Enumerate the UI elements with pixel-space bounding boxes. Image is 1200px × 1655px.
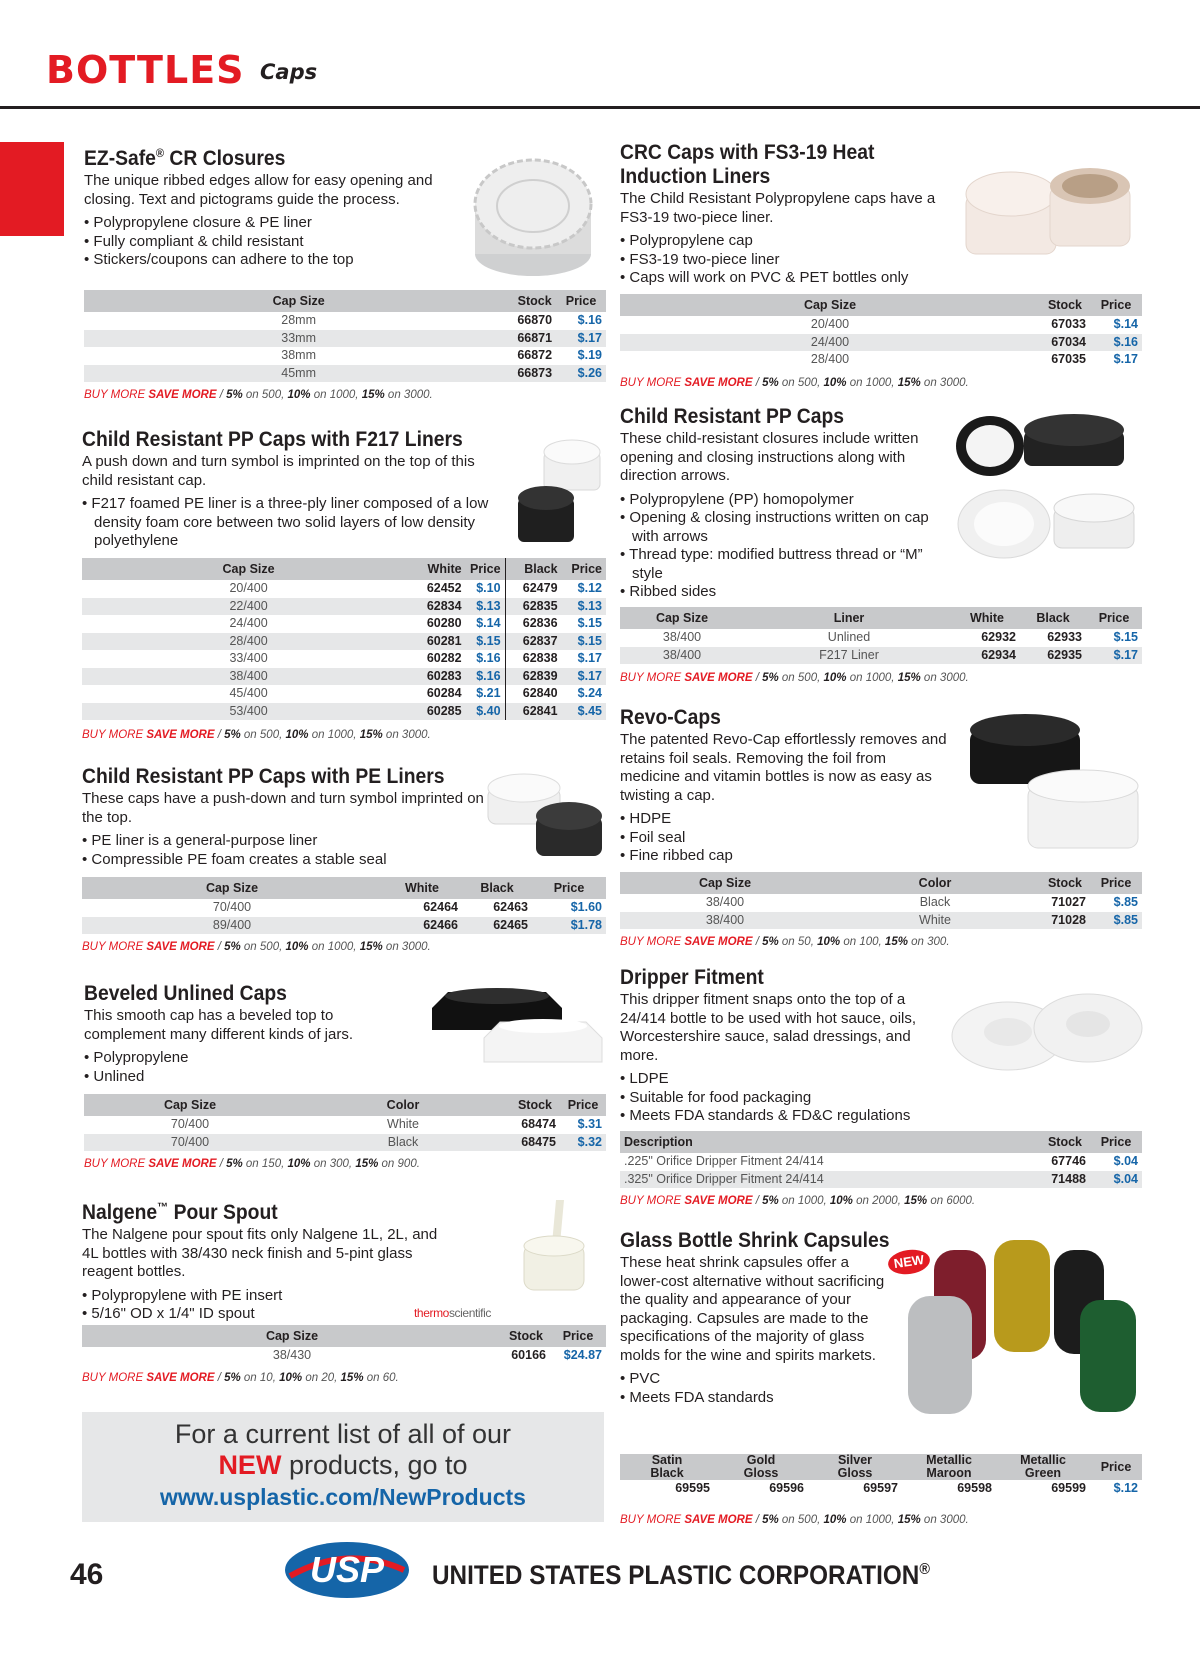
beveled-title: Beveled Unlined Caps [84,982,287,1005]
f217-table: Cap Size White Price Black Price 20/400 62452 $.10 62479 $.12 22/400 62834 $.13 62835 $.13 24/400 60280 $.14 62836 $.15 28/400 60281 $.15 62837 $.15 33/400 60282 $.16 62838 $.17 38/400 60283 $.16 62839 $.17 45/400 60284 $.21 62840 $.24 53/400 60285 $.40 62841 $.45 [82,558,606,720]
dripper-title: Dripper Fitment [620,966,764,989]
f217-description: A push down and turn symbol is imprinted on the top of this child resistant cap. [82,453,475,489]
bullet: • Foil seal [620,829,950,848]
ez-safe-cap-image [455,144,605,284]
pe-liners-description: These caps have a push-down and turn symbol imprinted on the top. [82,790,484,826]
new-products-promo [82,1412,604,1522]
table-row: 24/400 60280 $.14 62836 $.15 [82,615,606,633]
dripper-description: This dripper fitment snaps onto the top of a 24/414 bottle to be used with hot sauce, oils, Worcestershire sauce, salad dressings, and more. [620,991,917,1064]
beveled-section [84,982,404,1086]
buy-more-note: BUY MORE SAVE MORE / 5% on 500, 10% on 1000, 15% on 3000. [82,941,431,953]
beveled-caps-image [426,984,606,1080]
bullet: • Meets FDA standards & FD&C regulations [620,1107,940,1126]
bullet: • Suitable for food packaging [620,1089,940,1108]
table-row: 45/400 60284 $.21 62840 $.24 [82,685,606,703]
table-row: 28mm 66870 $.16 [281,313,602,327]
bullet: • Polypropylene cap [620,232,950,251]
promo-line: For a current list of all of our [174,1419,512,1449]
crc-title: CRC Caps with FS3-19 Heat Induction Liners [620,141,875,188]
revo-description: The patented Revo-Cap effortlessly removes and retains foil seals. Removing the foil from medicine and vitamin bottles is now as easy as twisting a cap. [620,731,947,804]
bullet: • Ribbed sides [620,583,950,602]
revo-table: Cap Size Color Stock Price 38/400 Black 71027 $.85 38/400 White 71028 $.85 [620,872,1142,929]
nalgene-title: Nalgene™ Pour Spout [82,1200,278,1224]
buy-more-note: BUY MORE SAVE MORE / 5% on 1000, 10% on 2000, 15% on 6000. [620,1195,976,1207]
thermo-scientific-logo: thermoscientific [414,1306,491,1320]
bullet: • Meets FDA standards [620,1389,890,1408]
table-row: 38/400 F217 Liner 62934 62935 $.17 [620,647,1142,665]
bullet: • Fine ribbed cap [620,847,950,866]
bullet: • Thread type: modified buttress thread or “M” style [620,546,950,583]
f217-caps-image [514,430,610,560]
buy-more-note: BUY MORE SAVE MORE / 5% on 500, 10% on 1000, 15% on 3000. [620,1514,969,1526]
crpp-title: Child Resistant PP Caps [620,405,845,428]
table-row: .225" Orifice Dripper Fitment 24/414 67746 $.04 [624,1154,1138,1168]
bullet: • Polypropylene (PP) homopolymer [620,491,950,510]
table-row: 38/400 60283 $.16 62839 $.17 [82,668,606,686]
shrink-title: Glass Bottle Shrink Capsules [620,1229,890,1252]
col-header: Stock [513,290,556,312]
table-row: 70/400 White 68474 $.31 [170,1117,602,1131]
page-number: 46 [70,1558,104,1591]
new-products-link[interactable]: www.usplastic.com/NewProducts [160,1484,526,1510]
crc-bullets [620,232,950,288]
table-row: 38/400 White 71028 $.85 [620,912,1142,930]
beveled-table: Cap Size Color Stock Price 70/400 White 68474 $.31 70/400 Black 68475 $.32 [84,1094,606,1151]
pe-liners-caps-image [484,766,606,870]
ez-safe-table [84,290,606,382]
dripper-bullets [620,1070,940,1126]
dripper-fitment-image [948,980,1144,1080]
nalgene-section [82,1195,442,1324]
buy-more-note: BUY MORE SAVE MORE / 5% on 500, 10% on 1000, 15% on 3000. [82,729,431,741]
shrink-bullets [620,1370,890,1407]
buy-more-note: BUY MORE SAVE MORE / 5% on 500, 10% on 1000, 15% on 3000. [620,672,969,684]
table-row: 20/400 67033 $.14 [810,317,1138,331]
bullet: • Compressible PE foam creates a stable seal [82,851,502,870]
pe-liners-section [82,765,502,869]
beveled-bullets [84,1049,404,1086]
usp-logo [280,1536,414,1604]
f217-title: Child Resistant PP Caps with F217 Liners [82,428,463,451]
table-row: 33/400 60282 $.16 62838 $.17 [82,650,606,668]
shrink-capsules-image [904,1236,1144,1422]
page-title: BOTTLES [46,48,245,92]
table-row: 20/400 62452 $.10 62479 $.12 [82,580,606,598]
bullet: • Polypropylene [84,1049,404,1068]
table-row: 38mm 66872 $.19 [281,348,602,362]
buy-more-note: BUY MORE SAVE MORE / 5% on 10, 10% on 20, 15% on 60. [82,1372,399,1384]
revo-title: Revo-Caps [620,706,721,729]
beveled-description: This smooth cap has a beveled top to complement many different kinds of jars. [84,1007,354,1043]
shrink-description: These heat shrink capsules offer a lower-cost alternative without sacrificing the quality and appearance of your packaging. Capsules are made to the specifications of the majority of glass molds for the wine and spirits markets. [620,1254,885,1364]
pe-liners-bullets [82,832,502,869]
f217-section [82,428,502,551]
nalgene-table: Cap Size Stock Price 38/430 60166 $24.87 [82,1325,606,1365]
crc-section [620,141,950,288]
table-row: 53/400 60285 $.40 62841 $.45 [82,703,606,721]
bullet: • Fully compliant & child resistant [84,233,444,252]
pe-liners-table: Cap Size White Black Price 70/400 62464 62463 $1.60 89/400 62466 62465 $1.78 [82,877,606,934]
ez-safe-description: The unique ribbed edges allow for easy opening and closing. Text and pictograms guide the process. [84,172,433,208]
table-row: 38/400 Black 71027 $.85 [705,895,1138,909]
dripper-section [620,966,940,1126]
bullet: • Stickers/coupons can adhere to the top [84,251,444,270]
crc-caps-image [962,164,1142,274]
buy-more-note: BUY MORE SAVE MORE / 5% on 150, 10% on 300, 15% on 900. [84,1158,420,1170]
shrink-table: Satin Black Gold Gloss Silver Gloss Metallic Maroon Metallic Green Price 69595 69596 69597 69598 69599 $.12 [620,1454,1142,1498]
table-row: 70/400 Black 68475 $.32 [84,1134,606,1152]
table-row: 38/430 60166 $24.87 [272,1348,602,1362]
bullet: • Polypropylene with PE insert [82,1287,442,1306]
crpp-description: These child-resistant closures include written opening and closing instructions along with direction arrows. [620,430,919,484]
table-row: 69595 69596 69597 69598 69599 $.12 [675,1481,1138,1495]
bullet: • HDPE [620,810,950,829]
shrink-section [620,1229,890,1407]
table-row: 24/400 67034 $.16 [620,334,1142,352]
pour-spout-image [500,1198,600,1306]
bullet: • F217 foamed PE liner is a three-ply liner composed of a low density foam core between two solid layers of low density polyethylene [82,495,502,551]
revo-section [620,706,950,866]
nalgene-description: The Nalgene pour spout fits only Nalgene 1L, 2L, and 4L bottles with 38/430 neck finish and 5-pint glass reagent bottles. [82,1226,438,1280]
crc-table: Cap Size Stock Price 20/400 67033 $.14 24/400 67034 $.16 28/400 67035 $.17 [620,294,1142,369]
dripper-table: Description Stock Price .225" Orifice Dripper Fitment 24/414 67746 $.04 .325" Orifice Dripper Fitment 24/414 71488 $.04 [620,1131,1142,1188]
nalgene-bullets [82,1287,442,1324]
crpp-section [620,405,950,602]
col-header: Price [556,290,606,312]
page-subtitle: Caps [260,60,318,84]
bullet: • 5/16" OD x 1/4" ID spout [82,1305,442,1324]
bullet: • PE liner is a general-purpose liner [82,832,502,851]
svg-text:USP: USP [309,1549,385,1590]
ez-safe-title: EZ-Safe® CR Closures [84,146,286,170]
promo-line: NEW products, go to [218,1450,468,1480]
table-row: 22/400 62834 $.13 62835 $.13 [82,598,606,616]
table-row: .325" Orifice Dripper Fitment 24/414 71488 $.04 [620,1171,1142,1189]
bullet: • Unlined [84,1068,404,1087]
table-row: 28/400 67035 $.17 [810,352,1138,366]
header-rule [0,106,1200,109]
table-row: 45mm 66873 $.26 [84,365,606,383]
crpp-caps-image [954,408,1144,568]
revo-bullets [620,810,950,866]
bullet: • FS3-19 two-piece liner [620,251,950,270]
pe-liners-title: Child Resistant PP Caps with PE Liners [82,765,445,788]
company-name: UNITED STATES PLASTIC CORPORATION® [432,1560,930,1590]
bullet: • Polypropylene closure & PE liner [84,214,444,233]
buy-more-note: BUY MORE SAVE MORE / 5% on 500, 10% on 1000, 15% on 3000. [620,377,969,389]
table-row: 70/400 62464 62463 $1.60 [212,900,602,914]
bullet: • Opening & closing instructions written on cap with arrows [620,509,950,546]
section-tab [0,142,64,236]
table-row: 38/400 Unlined 62932 62933 $.15 [662,630,1138,644]
crpp-table: Cap Size Liner White Black Price 38/400 Unlined 62932 62933 $.15 38/400 F217 Liner 62934 62935 $.17 [620,607,1142,664]
bullet: • LDPE [620,1070,940,1089]
table-row: 33mm 66871 $.17 [84,330,606,348]
bullet: • Caps will work on PVC & PET bottles only [620,269,950,288]
crc-description: The Child Resistant Polypropylene caps have a FS3-19 two-piece liner. [620,190,936,226]
buy-more-note: BUY MORE SAVE MORE / 5% on 50, 10% on 100, 15% on 300. [620,936,950,948]
buy-more-note: BUY MORE SAVE MORE / 5% on 500, 10% on 1000, 15% on 3000. [84,389,433,401]
table-row: 28/400 60281 $.15 62837 $.15 [82,633,606,651]
f217-bullets [82,495,502,551]
table-row: 89/400 62466 62465 $1.78 [82,917,606,935]
revo-caps-image [962,710,1142,866]
new-badge: NEW [887,1247,932,1277]
col-header: Cap Size [84,290,513,312]
bullet: • PVC [620,1370,890,1389]
ez-safe-section [84,141,444,270]
crpp-bullets [620,491,950,602]
ez-safe-bullets [84,214,444,270]
